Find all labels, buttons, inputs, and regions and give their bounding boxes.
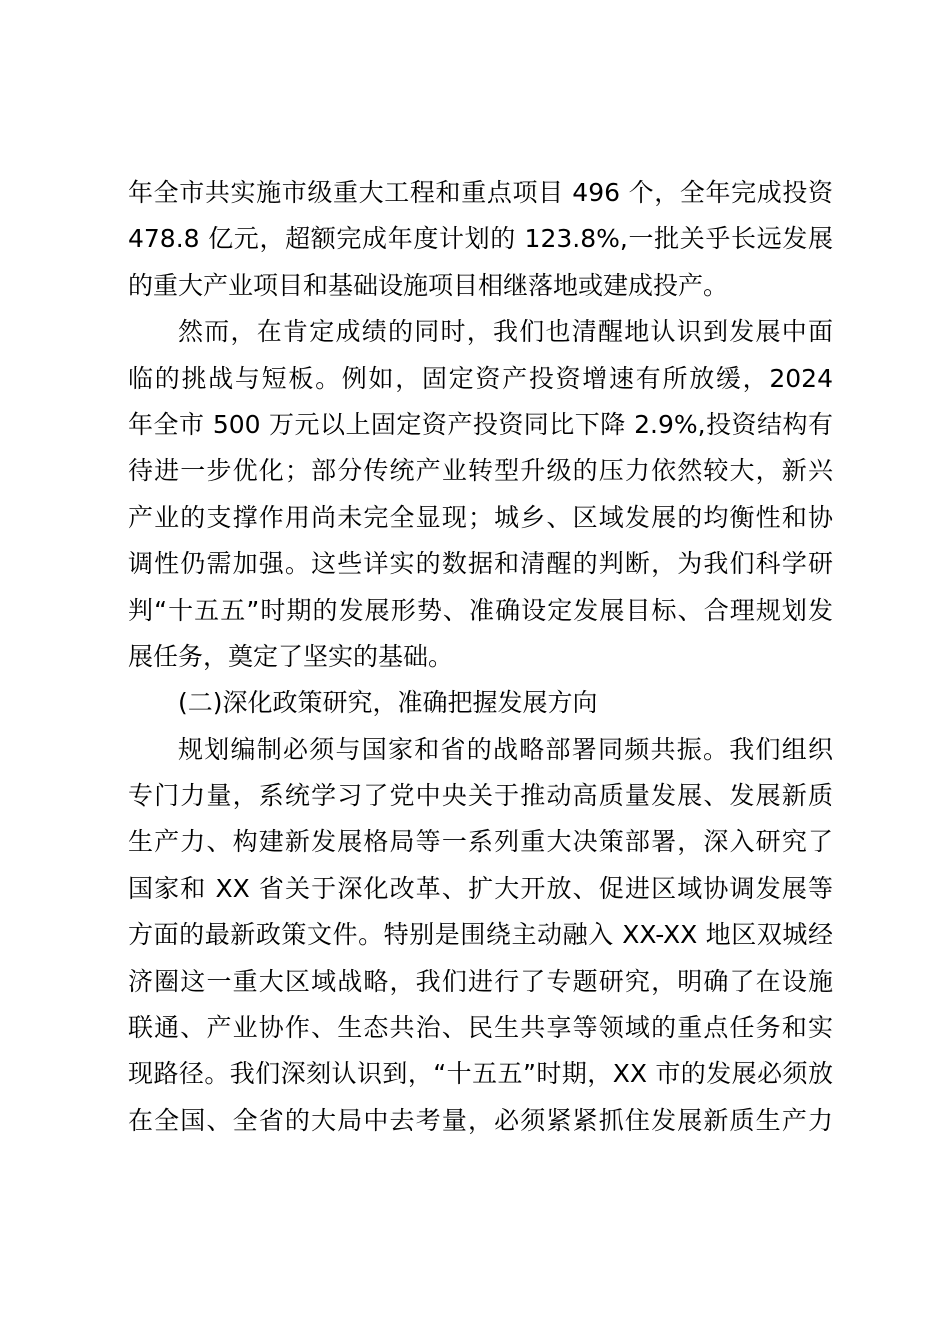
text-line: 济圈这一重大区域战略，我们进行了专题研究，明确了在设施 (128, 966, 833, 996)
text-line: 规划编制必须与国家和省的战略部署同频共振。我们组织 (178, 734, 833, 764)
text-line: 年全市 500 万元以上固定资产投资同比下降 2.9%,投资结构有 (128, 409, 833, 439)
text-line: 联通、产业协作、生态共治、民生共享等领域的重点任务和实 (128, 1013, 833, 1043)
body-text (128, 170, 833, 1144)
text-line: 生产力、构建新发展格局等一系列重大决策部署，深入研究了 (128, 827, 833, 857)
text-line: 478.8 亿元，超额完成年度计划的 123.8%,一批关乎长远发展 (128, 224, 833, 254)
text-line: 然而，在肯定成绩的同时，我们也清醒地认识到发展中面 (178, 317, 833, 347)
text-line: 专门力量，系统学习了党中央关于推动高质量发展、发展新质 (128, 781, 833, 811)
text-line: 展任务，奠定了坚实的基础。 (128, 641, 454, 671)
text-line: (二)深化政策研究，准确把握发展方向 (178, 688, 598, 718)
text-line: 年全市共实施市级重大工程和重点项目 496 个，全年完成投资 (128, 178, 833, 207)
text-line: 在全国、全省的大局中去考量，必须紧紧抓住发展新质生产力 (128, 1105, 833, 1135)
text-line: 判“十五五”时期的发展形势、准确设定发展目标、合理规划发 (128, 595, 833, 625)
text-line: 产业的支撑作用尚未完全显现；城乡、区域发展的均衡性和协 (128, 502, 833, 532)
text-line: 方面的最新政策文件。特别是围绕主动融入 XX-XX 地区双城经 (128, 920, 833, 950)
text-line: 国家和 XX 省关于深化改革、扩大开放、促进区域协调发展等 (128, 873, 833, 903)
text-line: 调性仍需加强。这些详实的数据和清醒的判断，为我们科学研 (128, 549, 833, 579)
text-line: 现路径。我们深刻认识到，“十五五”时期，XX 市的发展必须放 (128, 1059, 833, 1089)
text-line: 临的挑战与短板。例如，固定资产投资增速有所放缓，2024 (128, 363, 833, 393)
text-line: 的重大产业项目和基础设施项目相继落地或建成投产。 (128, 270, 729, 300)
text-line: 待进一步优化；部分传统产业转型升级的压力依然较大，新兴 (128, 456, 833, 486)
